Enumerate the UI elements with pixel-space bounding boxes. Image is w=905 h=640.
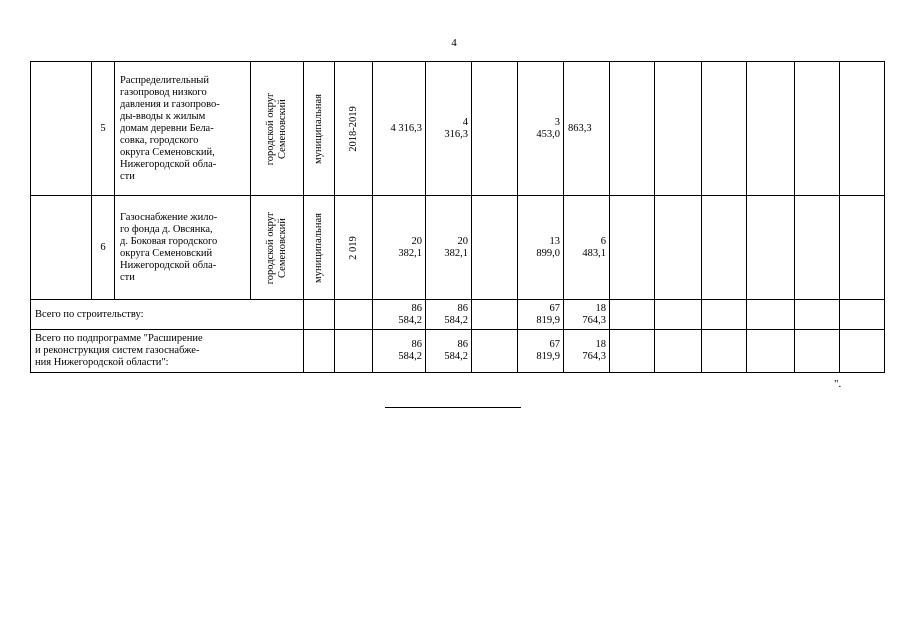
empty-cell	[840, 62, 885, 196]
empty-cell	[795, 300, 840, 330]
value-part: 584,2	[398, 314, 422, 326]
empty-cell	[335, 300, 373, 330]
cost-col-d	[518, 196, 564, 300]
value-part: 819,9	[536, 351, 560, 362]
empty-cell	[702, 300, 747, 330]
empty-cell	[472, 300, 518, 330]
value-part: 584,2	[444, 314, 468, 326]
total-d	[518, 330, 564, 373]
name-line: давления и газопрово-	[120, 98, 220, 110]
label-line: Всего по подпрограмме "Расширение	[35, 333, 203, 344]
cost-col-b	[426, 196, 472, 300]
value-part: 18	[595, 339, 606, 350]
value-part: 18	[595, 302, 606, 314]
total-label	[31, 300, 304, 330]
cost-col-b	[426, 62, 472, 196]
value-part: 3	[554, 116, 560, 128]
value-part: 764,3	[582, 351, 606, 362]
total-row	[31, 330, 885, 373]
empty-cell	[747, 330, 795, 373]
name-line: д. Боковая городского	[120, 235, 218, 247]
program-table	[30, 61, 885, 373]
name-line: сти	[120, 271, 135, 283]
total-b	[426, 300, 472, 330]
name-line: совка, городского	[120, 134, 199, 146]
value-part: 86	[457, 302, 468, 314]
empty-cell	[795, 196, 840, 300]
total-e	[564, 330, 610, 373]
value-part: 819,9	[536, 314, 560, 326]
total-b	[426, 330, 472, 373]
empty-cell	[304, 300, 335, 330]
table-row	[31, 196, 885, 300]
cost-col-e: 863,3	[564, 62, 610, 196]
value-part: 67	[549, 302, 560, 314]
empty-cell	[702, 330, 747, 373]
location-line: Семеновский	[277, 217, 288, 278]
cost-col-c	[472, 62, 518, 196]
location-cell	[251, 62, 304, 196]
empty-cell	[795, 330, 840, 373]
row-index: 6	[92, 196, 115, 300]
empty-cell	[610, 330, 655, 373]
empty-cell	[795, 62, 840, 196]
ownership-cell	[304, 62, 335, 196]
empty-cell	[610, 196, 655, 300]
value-part: 13	[549, 235, 560, 247]
empty-cell	[655, 330, 702, 373]
value-part: 584,2	[398, 351, 422, 362]
ownership-text: муниципальная	[313, 212, 324, 283]
period-text: 2018-2019	[347, 105, 359, 152]
empty-cell	[610, 62, 655, 196]
empty-cell	[702, 196, 747, 300]
empty-cell	[747, 196, 795, 300]
cost-col-c	[472, 196, 518, 300]
end-rule	[385, 407, 521, 408]
location-text	[265, 211, 289, 284]
period-text: 2 019	[347, 235, 359, 260]
empty-cell	[31, 62, 92, 196]
empty-cell	[840, 196, 885, 300]
period-cell	[335, 196, 373, 300]
object-name	[115, 62, 251, 196]
page-number: 4	[451, 37, 457, 49]
name-line: Нижегородской обла-	[120, 259, 217, 271]
value-part: 382,1	[444, 247, 468, 259]
value-part: 86	[411, 302, 422, 314]
name-line: Нижегородской обла-	[120, 158, 217, 170]
empty-cell	[747, 300, 795, 330]
value-part: 316,3	[444, 128, 468, 140]
total-cost: 4 316,3	[373, 62, 426, 196]
value-part: 6	[600, 235, 606, 247]
empty-cell	[655, 300, 702, 330]
location-cell	[251, 196, 304, 300]
value-part: 86	[457, 339, 468, 350]
object-name	[115, 196, 251, 300]
empty-cell	[840, 330, 885, 373]
closing-quote: ".	[834, 378, 842, 390]
total-e	[564, 300, 610, 330]
name-line: округа Семеновский,	[120, 146, 215, 158]
value-part: 86	[411, 339, 422, 350]
name-line: сти	[120, 170, 135, 182]
label-line: Всего по строительству:	[35, 308, 144, 320]
name-line: Газоснабжение жило-	[120, 211, 218, 223]
ownership-cell	[304, 196, 335, 300]
total-label	[31, 330, 304, 373]
cost-col-d	[518, 62, 564, 196]
total-row	[31, 300, 885, 330]
value-part: 20	[411, 235, 422, 247]
total-cost	[373, 196, 426, 300]
location-line: городской округ	[265, 92, 276, 165]
empty-cell	[304, 330, 335, 373]
value-part: 584,2	[444, 351, 468, 362]
row-index: 5	[92, 62, 115, 196]
total-a	[373, 300, 426, 330]
name-line: газопровод низкого	[120, 86, 207, 98]
value-part: 67	[549, 339, 560, 350]
empty-cell	[655, 196, 702, 300]
ownership-text: муниципальная	[313, 93, 324, 164]
empty-cell	[747, 62, 795, 196]
name-line: ды-вводы к жилым	[120, 110, 206, 122]
empty-cell	[840, 300, 885, 330]
value-part: 453,0	[536, 128, 560, 140]
name-line: Распределительный	[120, 74, 209, 86]
empty-cell	[335, 330, 373, 373]
label-line: ния Нижегородской области":	[35, 357, 169, 368]
location-line: Семеновский	[277, 98, 288, 159]
empty-cell	[610, 300, 655, 330]
value-part: 382,1	[398, 247, 422, 259]
name-line: домам деревни Бела-	[120, 122, 214, 134]
empty-cell	[31, 196, 92, 300]
name-line: округа Семеновский	[120, 247, 213, 259]
value-part: 483,1	[582, 247, 606, 259]
total-a	[373, 330, 426, 373]
label-line: и реконструкция систем газоснабже-	[35, 345, 200, 356]
empty-cell	[702, 62, 747, 196]
name-line: го фонда д. Овсянка,	[120, 223, 213, 235]
location-text	[265, 92, 289, 165]
total-d	[518, 300, 564, 330]
value-part: 899,0	[536, 247, 560, 259]
value-part: 764,3	[582, 314, 606, 326]
empty-cell	[655, 62, 702, 196]
value-part: 20	[457, 235, 468, 247]
value-part: 4	[462, 116, 468, 128]
period-cell	[335, 62, 373, 196]
location-line: городской округ	[265, 211, 276, 284]
empty-cell	[472, 330, 518, 373]
cost-col-e	[564, 196, 610, 300]
table-row	[31, 62, 885, 196]
